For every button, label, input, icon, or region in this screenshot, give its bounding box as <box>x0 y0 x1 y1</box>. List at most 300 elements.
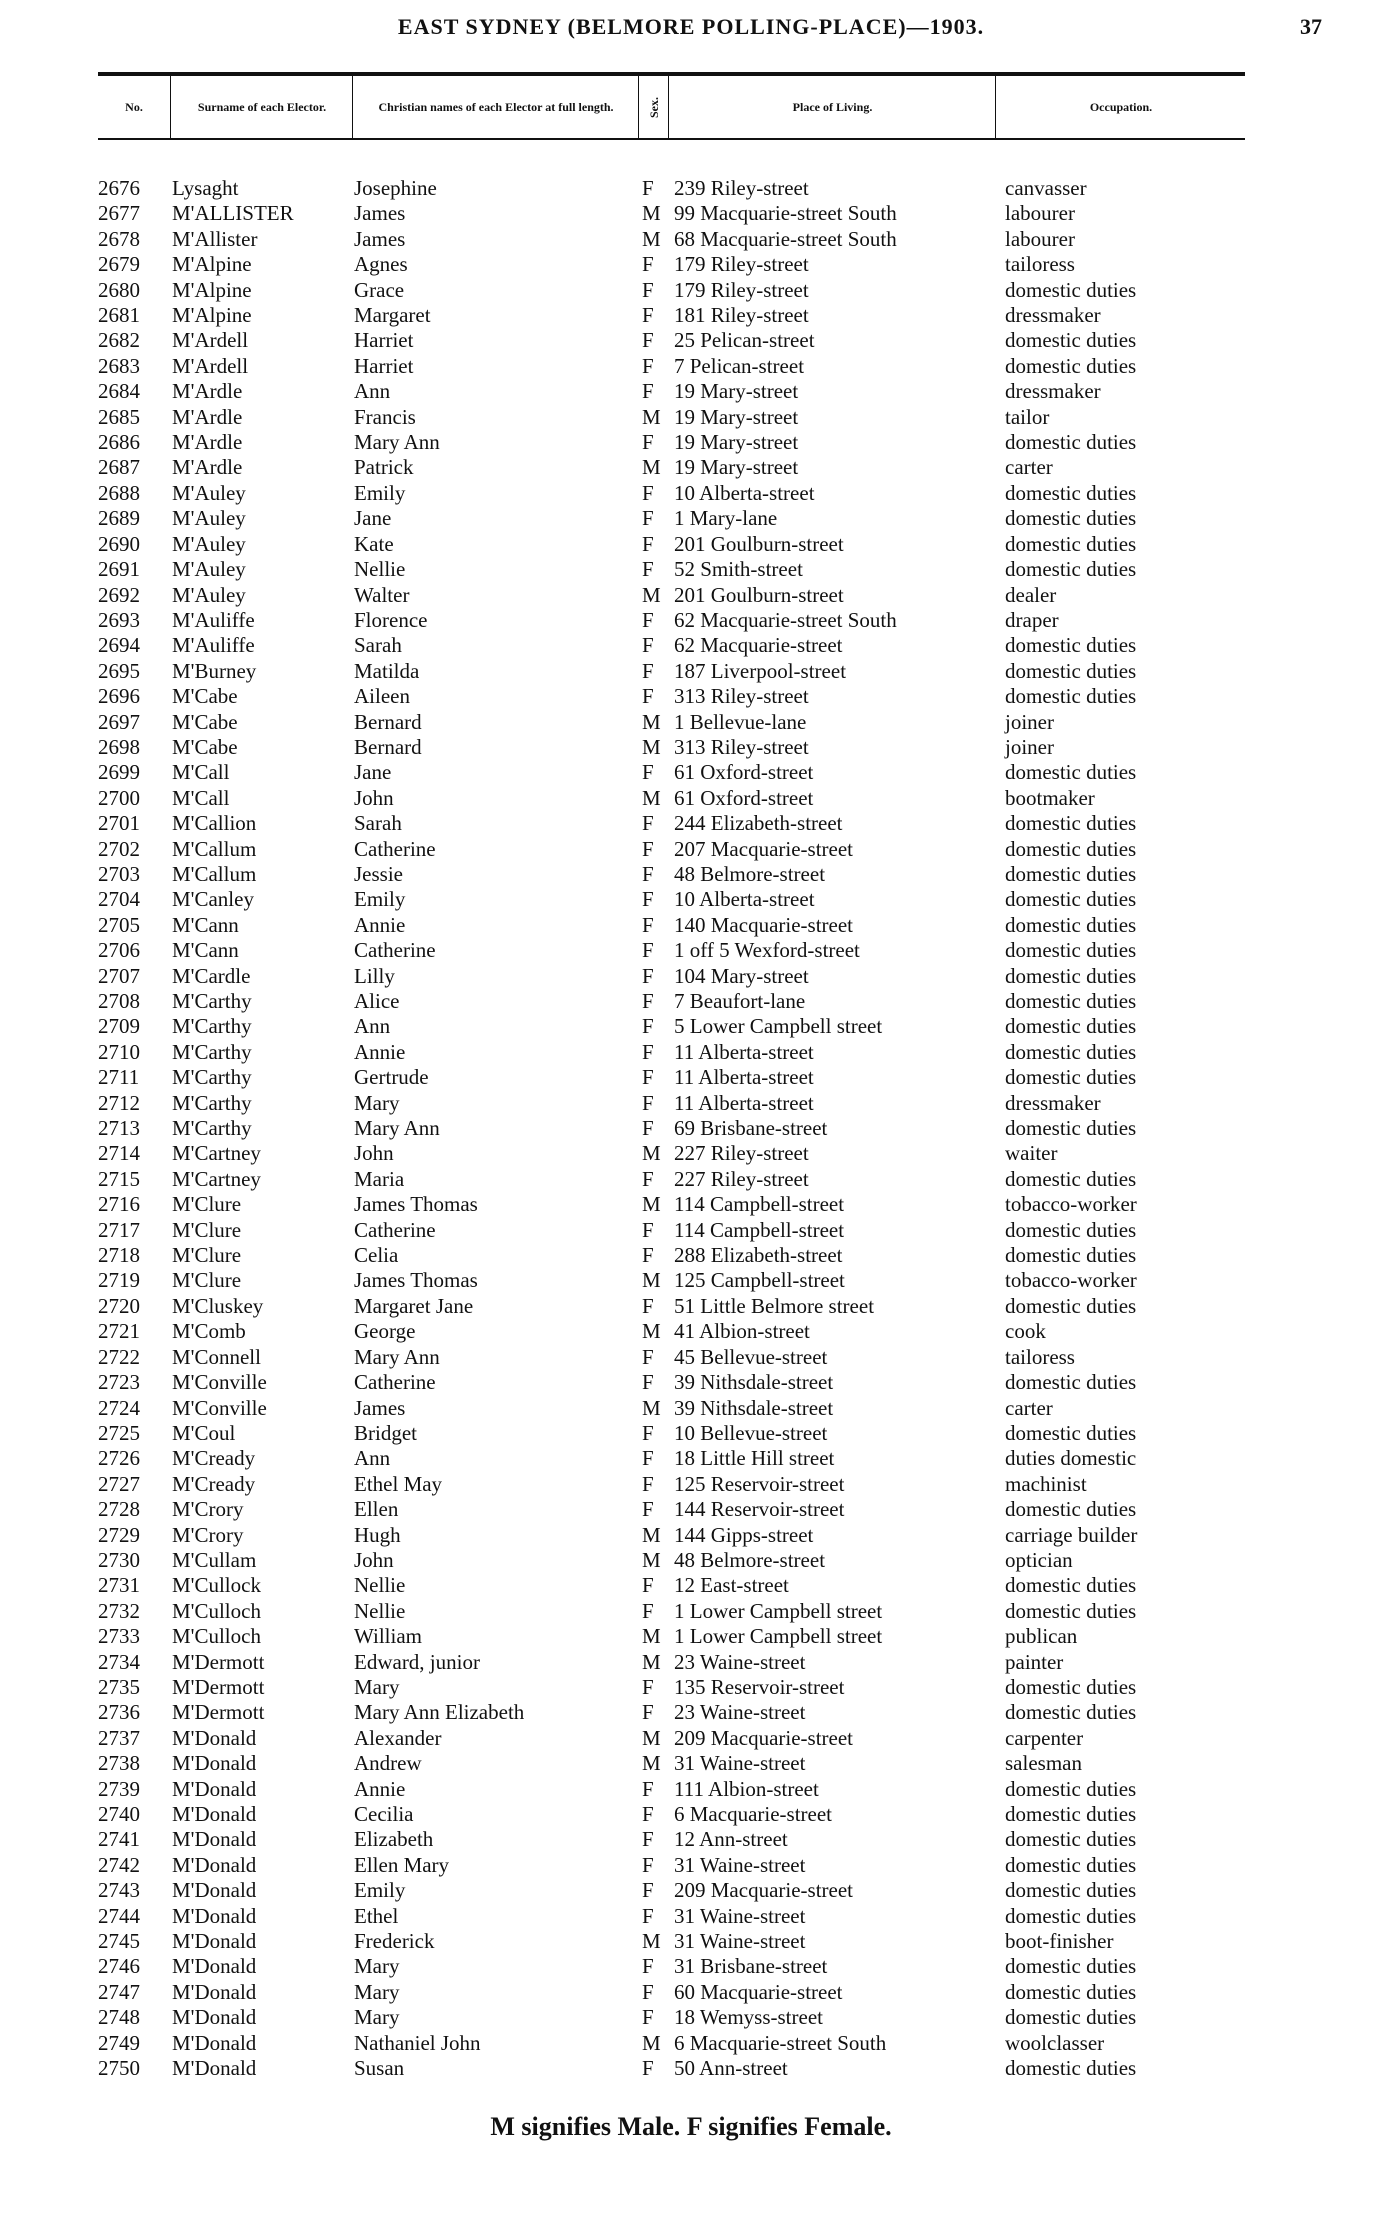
occupation: domestic duties <box>1005 1802 1137 1826</box>
sex: M <box>642 709 661 734</box>
place-of-living: 10 Alberta-street <box>674 480 815 505</box>
occupation: domestic duties <box>1005 1852 1137 1877</box>
christian-names: Bridget <box>354 1420 417 1445</box>
surname: M'Connell <box>172 1344 261 1369</box>
sex: F <box>642 1852 654 1877</box>
christian-names: Catherine <box>354 1370 436 1395</box>
christian-names: Ellen <box>354 1497 399 1522</box>
elector-number: 2721 <box>98 1319 140 1344</box>
occupation: domestic duties <box>1005 1497 1137 1522</box>
table-row <box>0 1421 1382 1446</box>
sex: M <box>642 1929 661 1954</box>
elector-number: 2745 <box>98 1929 140 1954</box>
occupation: domestic duties <box>1005 1674 1137 1699</box>
occupation: machinist <box>1005 1471 1087 1496</box>
christian-names: Aileen <box>354 684 410 709</box>
table-row <box>0 1345 1382 1370</box>
christian-names: James <box>354 201 406 226</box>
christian-names: Grace <box>354 277 405 302</box>
table-row <box>0 1218 1382 1243</box>
occupation: domestic duties <box>1005 1776 1137 1801</box>
elector-number: 2724 <box>98 1395 140 1420</box>
elector-number: 2744 <box>98 1903 140 1928</box>
occupation: draper <box>1005 607 1059 632</box>
occupation: tailoress <box>1005 252 1075 277</box>
christian-names: Mary <box>354 2005 400 2030</box>
place-of-living: 52 Smith-street <box>674 557 803 582</box>
table-row <box>0 913 1382 938</box>
elector-number: 2700 <box>98 785 140 810</box>
occupation: domestic duties <box>1005 1598 1137 1623</box>
column-header-sex-cell <box>640 76 668 138</box>
occupation: domestic duties <box>1005 989 1137 1013</box>
table-row <box>0 964 1382 989</box>
surname: M'Alpine <box>172 252 252 277</box>
occupation: domestic duties <box>1005 1979 1137 2004</box>
christian-names: Catherine <box>354 1217 436 1242</box>
place-of-living: 227 Riley-street <box>674 1166 809 1191</box>
elector-number: 2696 <box>98 684 140 709</box>
elector-number: 2689 <box>98 506 140 531</box>
column-header-surname: Surname of each Elector. <box>197 100 327 114</box>
column-header-occupation: Occupation. <box>1089 100 1153 114</box>
occupation: domestic duties <box>1005 658 1137 683</box>
surname: M'Auley <box>172 531 246 556</box>
sex: M <box>642 582 661 607</box>
christian-names: Margaret Jane <box>354 1293 474 1318</box>
surname: M'Canley <box>172 887 254 912</box>
surname: M'Clure <box>172 1217 242 1242</box>
sex: F <box>642 1954 654 1979</box>
occupation: waiter <box>1005 1141 1058 1166</box>
table-row <box>0 710 1382 735</box>
christian-names: Gertrude <box>354 1065 429 1090</box>
christian-names: Harriet <box>354 353 414 378</box>
table-row <box>0 455 1382 480</box>
sex: M <box>642 785 661 810</box>
table-row <box>0 1700 1382 1725</box>
surname: M'Auley <box>172 557 246 582</box>
place-of-living: 1 Lower Campbell street <box>674 1598 883 1623</box>
place-of-living: 125 Campbell-street <box>674 1268 845 1293</box>
place-of-living: 68 Macquarie-street South <box>674 226 897 251</box>
christian-names: Nathaniel John <box>354 2030 481 2055</box>
surname: M'Alpine <box>172 277 252 302</box>
place-of-living: 144 Reservoir-street <box>674 1497 845 1522</box>
place-of-living: 19 Mary-street <box>674 404 799 429</box>
surname: M'Clure <box>172 1192 242 1217</box>
christian-names: Annie <box>354 1776 406 1801</box>
table-row <box>0 1802 1382 1827</box>
occupation: domestic duties <box>1005 1827 1137 1852</box>
table-row <box>0 1065 1382 1090</box>
christian-names: Ann <box>354 1446 391 1471</box>
elector-number: 2718 <box>98 1243 140 1268</box>
table-row <box>0 1396 1382 1421</box>
occupation: cook <box>1005 1319 1046 1344</box>
sex: F <box>642 328 654 353</box>
surname: M'Crory <box>172 1522 244 1547</box>
elector-number: 2734 <box>98 1649 140 1674</box>
table-row <box>0 862 1382 887</box>
occupation: domestic duties <box>1005 430 1137 455</box>
surname: M'Donald <box>172 1827 257 1852</box>
surname: M'Carthy <box>172 1039 252 1064</box>
surname: M'Ardle <box>172 404 243 429</box>
occupation: duties domestic <box>1005 1446 1137 1471</box>
christian-names: Andrew <box>354 1751 422 1776</box>
place-of-living: 209 Macquarie-street <box>674 1878 854 1903</box>
christian-names: Ann <box>354 1014 391 1039</box>
surname: M'Allister <box>172 226 258 251</box>
page-number: 37 <box>1300 14 1322 39</box>
elector-number: 2733 <box>98 1624 140 1649</box>
table-row <box>0 735 1382 760</box>
elector-number: 2742 <box>98 1852 140 1877</box>
christian-names: Ann <box>354 379 391 404</box>
occupation: domestic duties <box>1005 353 1137 378</box>
elector-number: 2717 <box>98 1217 140 1242</box>
christian-names: Annie <box>354 1039 406 1064</box>
table-row <box>0 328 1382 353</box>
sex: F <box>642 938 654 963</box>
elector-number: 2698 <box>98 734 140 759</box>
elector-number: 2687 <box>98 455 140 480</box>
sex: F <box>642 1827 654 1852</box>
sex: F <box>642 1446 654 1471</box>
occupation: bootmaker <box>1005 785 1095 810</box>
occupation: domestic duties <box>1005 861 1137 886</box>
surname: M'Donald <box>172 1929 257 1954</box>
electoral-roll-table <box>0 176 1382 2081</box>
place-of-living: 313 Riley-street <box>674 684 809 709</box>
table-row <box>0 786 1382 811</box>
table-row <box>0 1853 1382 1878</box>
place-of-living: 31 Waine-street <box>674 1852 806 1877</box>
table-row <box>0 557 1382 582</box>
surname: M'Cready <box>172 1471 256 1496</box>
column-header-christian-names: Christian names of each Elector at full length. <box>378 100 614 114</box>
sex: M <box>642 1141 661 1166</box>
surname: M'Cullock <box>172 1573 261 1598</box>
sex: F <box>642 277 654 302</box>
place-of-living: 144 Gipps-street <box>674 1522 814 1547</box>
elector-number: 2684 <box>98 379 140 404</box>
table-row <box>0 1294 1382 1319</box>
occupation: domestic duties <box>1005 1039 1137 1064</box>
elector-number: 2723 <box>98 1370 140 1395</box>
table-row <box>0 481 1382 506</box>
table-row <box>0 837 1382 862</box>
elector-number: 2736 <box>98 1700 140 1725</box>
elector-number: 2695 <box>98 658 140 683</box>
christian-names: Harriet <box>354 328 414 353</box>
surname: M'Ardle <box>172 379 243 404</box>
occupation: joiner <box>1005 709 1054 734</box>
occupation: dressmaker <box>1005 303 1101 328</box>
occupation: tailoress <box>1005 1344 1075 1369</box>
sex: F <box>642 1674 654 1699</box>
table-row <box>0 430 1382 455</box>
surname: M'Donald <box>172 2005 257 2030</box>
christian-names: Agnes <box>354 252 408 277</box>
occupation: optician <box>1005 1547 1073 1572</box>
table-row <box>0 1675 1382 1700</box>
table-row <box>0 1091 1382 1116</box>
place-of-living: 239 Riley-street <box>674 176 809 200</box>
place-of-living: 48 Belmore-street <box>674 861 826 886</box>
table-row <box>0 1751 1382 1776</box>
elector-number: 2710 <box>98 1039 140 1064</box>
christian-names: Nellie <box>354 557 406 582</box>
place-of-living: 51 Little Belmore street <box>674 1293 875 1318</box>
surname: M'Callion <box>172 811 257 836</box>
place-of-living: 31 Brisbane-street <box>674 1954 828 1979</box>
elector-number: 2708 <box>98 989 140 1013</box>
table-row <box>0 1878 1382 1903</box>
place-of-living: 11 Alberta-street <box>674 1090 814 1115</box>
occupation: domestic duties <box>1005 1420 1137 1445</box>
table-row <box>0 583 1382 608</box>
sex: F <box>642 176 654 200</box>
occupation: domestic duties <box>1005 1217 1137 1242</box>
place-of-living: 12 Ann-street <box>674 1827 788 1852</box>
occupation: salesman <box>1005 1751 1082 1776</box>
place-of-living: 7 Beaufort-lane <box>674 989 806 1013</box>
sex: F <box>642 1878 654 1903</box>
sex: F <box>642 684 654 709</box>
column-divider <box>995 76 996 138</box>
sex: M <box>642 1319 661 1344</box>
occupation: domestic duties <box>1005 557 1137 582</box>
surname: M'Donald <box>172 2030 257 2055</box>
christian-names: Jessie <box>354 861 403 886</box>
table-row <box>0 354 1382 379</box>
surname: M'Clure <box>172 1268 242 1293</box>
occupation: domestic duties <box>1005 633 1137 658</box>
table-row <box>0 659 1382 684</box>
place-of-living: 135 Reservoir-street <box>674 1674 845 1699</box>
surname: M'Conville <box>172 1370 267 1395</box>
table-row <box>0 1777 1382 1802</box>
surname: M'ALLISTER <box>172 201 294 226</box>
sex: F <box>642 1166 654 1191</box>
surname: M'Cann <box>172 938 239 963</box>
elector-number: 2738 <box>98 1751 140 1776</box>
place-of-living: 179 Riley-street <box>674 252 809 277</box>
surname: M'Crory <box>172 1497 244 1522</box>
table-row <box>0 1472 1382 1497</box>
elector-number: 2686 <box>98 430 140 455</box>
table-row <box>0 1954 1382 1979</box>
sex: F <box>642 811 654 836</box>
christian-names: Jane <box>354 506 392 531</box>
surname: M'Cabe <box>172 684 238 709</box>
place-of-living: 288 Elizabeth-street <box>674 1243 843 1268</box>
occupation: labourer <box>1005 201 1075 226</box>
elector-number: 2709 <box>98 1014 140 1039</box>
table-row <box>0 1446 1382 1471</box>
table-row <box>0 1116 1382 1141</box>
occupation: dealer <box>1005 582 1057 607</box>
elector-number: 2712 <box>98 1090 140 1115</box>
elector-number: 2727 <box>98 1471 140 1496</box>
christian-names: Emily <box>354 480 406 505</box>
christian-names: Mary Ann Elizabeth <box>354 1700 525 1725</box>
occupation: dressmaker <box>1005 1090 1101 1115</box>
elector-number: 2739 <box>98 1776 140 1801</box>
table-row <box>0 1929 1382 1954</box>
elector-number: 2701 <box>98 811 140 836</box>
christian-names: Mary <box>354 1954 400 1979</box>
surname: M'Dermott <box>172 1649 265 1674</box>
place-of-living: 60 Macquarie-street <box>674 1979 843 2004</box>
elector-number: 2677 <box>98 201 140 226</box>
occupation: domestic duties <box>1005 1065 1137 1090</box>
occupation: domestic duties <box>1005 1166 1137 1191</box>
place-of-living: 201 Goulburn-street <box>674 531 844 556</box>
place-of-living: 50 Ann-street <box>674 2056 788 2081</box>
elector-number: 2688 <box>98 480 140 505</box>
surname: M'Cann <box>172 912 239 937</box>
table-row <box>0 405 1382 430</box>
place-of-living: 209 Macquarie-street <box>674 1725 854 1750</box>
occupation: painter <box>1005 1649 1064 1674</box>
surname: M'Conville <box>172 1395 267 1420</box>
elector-number: 2702 <box>98 836 140 861</box>
place-of-living: 179 Riley-street <box>674 277 809 302</box>
place-of-living: 1 Bellevue-lane <box>674 709 807 734</box>
elector-number: 2732 <box>98 1598 140 1623</box>
elector-number: 2743 <box>98 1878 140 1903</box>
surname: M'Auley <box>172 506 246 531</box>
table-row <box>0 760 1382 785</box>
sex: F <box>642 480 654 505</box>
surname: M'Cardle <box>172 963 251 988</box>
sex: F <box>642 303 654 328</box>
sex: M <box>642 404 661 429</box>
christian-names: James Thomas <box>354 1268 478 1293</box>
table-row <box>0 1370 1382 1395</box>
place-of-living: 61 Oxford-street <box>674 760 814 785</box>
table-row <box>0 684 1382 709</box>
table-row <box>0 303 1382 328</box>
place-of-living: 45 Bellevue-street <box>674 1344 828 1369</box>
place-of-living: 114 Campbell-street <box>674 1192 845 1217</box>
sex: M <box>642 1624 661 1649</box>
occupation: domestic duties <box>1005 887 1137 912</box>
place-of-living: 6 Macquarie-street <box>674 1802 833 1826</box>
elector-number: 2682 <box>98 328 140 353</box>
christian-names: Alexander <box>354 1725 442 1750</box>
sex: F <box>642 1370 654 1395</box>
elector-number: 2731 <box>98 1573 140 1598</box>
occupation: domestic duties <box>1005 963 1137 988</box>
place-of-living: 69 Brisbane-street <box>674 1116 828 1141</box>
sex: F <box>642 1979 654 2004</box>
sex: F <box>642 1090 654 1115</box>
occupation: domestic duties <box>1005 480 1137 505</box>
christian-names: John <box>354 1141 394 1166</box>
place-of-living: 23 Waine-street <box>674 1649 806 1674</box>
elector-number: 2691 <box>98 557 140 582</box>
christian-names: Lilly <box>354 963 395 988</box>
sex: F <box>642 506 654 531</box>
occupation: domestic duties <box>1005 1700 1137 1725</box>
page-title: EAST SYDNEY (BELMORE POLLING-PLACE)—1903. <box>397 14 985 39</box>
column-header-no: No. <box>125 100 143 114</box>
sex: F <box>642 912 654 937</box>
table-row <box>0 2056 1382 2081</box>
elector-number: 2719 <box>98 1268 140 1293</box>
occupation: woolclasser <box>1005 2030 1105 2055</box>
elector-number: 2680 <box>98 277 140 302</box>
christian-names: Matilda <box>354 658 420 683</box>
table-row <box>0 1243 1382 1268</box>
occupation: canvasser <box>1005 176 1087 200</box>
surname: M'Auliffe <box>172 607 255 632</box>
christian-names: Ethel <box>354 1903 399 1928</box>
christian-names: Catherine <box>354 938 436 963</box>
sex: F <box>642 252 654 277</box>
surname: M'Ardle <box>172 455 243 480</box>
christian-names: Edward, junior <box>354 1649 480 1674</box>
surname: M'Cabe <box>172 734 238 759</box>
surname: M'Donald <box>172 1776 257 1801</box>
column-header-place: Place of Living. <box>792 100 873 114</box>
elector-number: 2748 <box>98 2005 140 2030</box>
column-divider <box>638 76 639 138</box>
surname: M'Cullam <box>172 1547 257 1572</box>
christian-names: Emily <box>354 887 406 912</box>
sex: F <box>642 658 654 683</box>
christian-names: Florence <box>354 607 428 632</box>
place-of-living: 244 Elizabeth-street <box>674 811 843 836</box>
christian-names: Jane <box>354 760 392 785</box>
surname: M'Donald <box>172 1751 257 1776</box>
place-of-living: 6 Macquarie-street South <box>674 2030 887 2055</box>
sex: F <box>642 1293 654 1318</box>
christian-names: James <box>354 226 406 251</box>
christian-names: John <box>354 1547 394 1572</box>
table-row <box>0 201 1382 226</box>
surname: M'Donald <box>172 1878 257 1903</box>
occupation: domestic duties <box>1005 328 1137 353</box>
elector-number: 2716 <box>98 1192 140 1217</box>
sex: F <box>642 1903 654 1928</box>
occupation: carter <box>1005 1395 1053 1420</box>
elector-number: 2713 <box>98 1116 140 1141</box>
elector-number: 2722 <box>98 1344 140 1369</box>
elector-number: 2746 <box>98 1954 140 1979</box>
christian-names: Mary <box>354 1090 400 1115</box>
place-of-living: 39 Nithsdale-street <box>674 1370 834 1395</box>
elector-number: 2715 <box>98 1166 140 1191</box>
christian-names: Nellie <box>354 1573 406 1598</box>
christian-names: Frederick <box>354 1929 435 1954</box>
surname: M'Callum <box>172 861 257 886</box>
christian-names: Mary Ann <box>354 430 440 455</box>
surname: M'Culloch <box>172 1624 261 1649</box>
christian-names: Mary Ann <box>354 1116 440 1141</box>
place-of-living: 5 Lower Campbell street <box>674 1014 883 1039</box>
elector-number: 2697 <box>98 709 140 734</box>
christian-names: Nellie <box>354 1598 406 1623</box>
elector-number: 2706 <box>98 938 140 963</box>
elector-number: 2726 <box>98 1446 140 1471</box>
place-of-living: 7 Pelican-street <box>674 353 805 378</box>
place-of-living: 111 Albion-street <box>674 1776 819 1801</box>
